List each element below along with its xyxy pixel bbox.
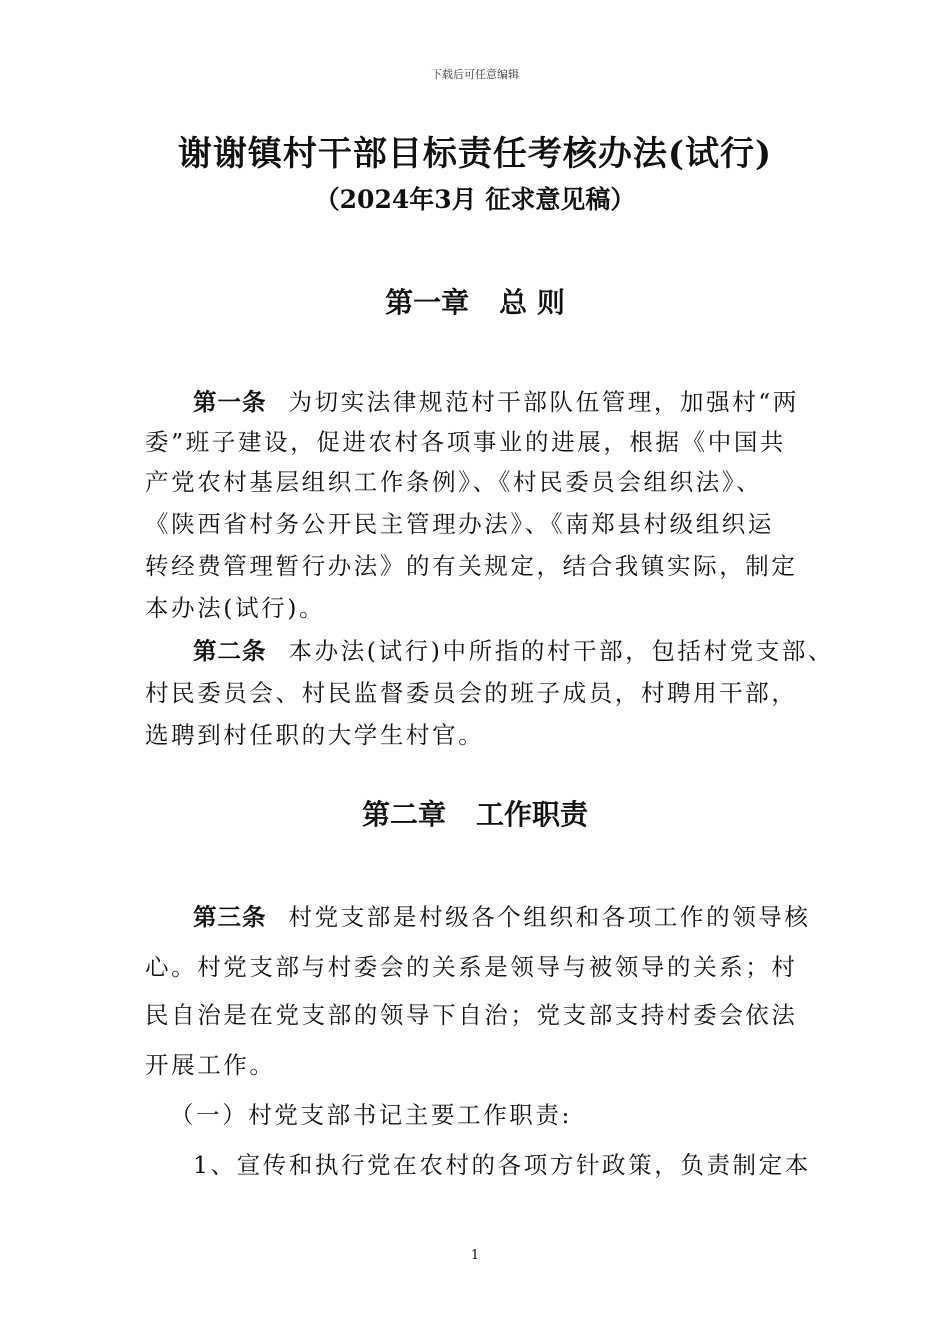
article-3-line-1 [193,898,873,932]
article-3-line-3: 民自治是在党支部的领导下自治；党支部支持村委会依法 [145,1001,798,1029]
section-1-heading: （一）村党支部书记主要工作职责: [170,1101,573,1129]
document-subtitle: （2024年3月 征求意见稿） [314,185,636,214]
chapter-1-heading [0,281,950,321]
article-1-line-4: 《陕西省村务公开民主管理办法》、《南郑县村级组织运 [145,510,774,538]
chapter-2-name: 工作职责 [476,798,589,831]
article-1-line-2: 委”班子建设，促进农村各项事业的进展，根据《中国共 [145,428,787,456]
article-1-line-6: 本办法(试行)。 [145,594,326,622]
article-1-label: 第一条 [193,388,267,416]
article-2-line-1 [193,632,873,666]
article-2-line-2: 村民委员会、村民监督委员会的班子成员，村聘用干部， [145,679,798,707]
chapter-2-heading [0,793,950,833]
article-3-text: 村党支部是村级各个组织和各项工作的领导核 [288,903,811,931]
article-3-label: 第三条 [193,903,267,931]
article-1-text: 为切实法律规范村干部队伍管理，加强村“两 [288,388,800,416]
item-1-line: 1、宣传和执行党在农村的各项方针政策，负责制定本 [193,1151,811,1179]
page-number: 1 [470,1248,480,1263]
article-3-line-4: 开展工作。 [145,1051,276,1079]
article-1-line-5: 转经费管理暂行办法》的有关规定，结合我镇实际，制定 [145,552,798,580]
article-1-line-3: 产党农村基层组织工作条例》、《村民委员会组织法》、 [145,468,763,496]
chapter-1-number: 第一章 [385,286,470,319]
chapter-1-name: 总 则 [499,286,565,319]
document-title: 谢谢镇村干部目标责任考核办法(试行) [177,134,773,174]
header-note: 下载后可任意编辑 [431,68,519,81]
article-2-text: 本办法(试行)中所指的村干部，包括村党支部、 [288,637,835,665]
article-2-line-3: 选聘到村任职的大学生村官。 [145,721,485,749]
chapter-2-number: 第二章 [361,798,446,831]
article-2-label: 第二条 [193,637,267,665]
article-3-line-2: 心。村党支部与村委会的关系是领导与被领导的关系；村 [145,953,798,981]
article-1-line-1 [193,383,873,417]
